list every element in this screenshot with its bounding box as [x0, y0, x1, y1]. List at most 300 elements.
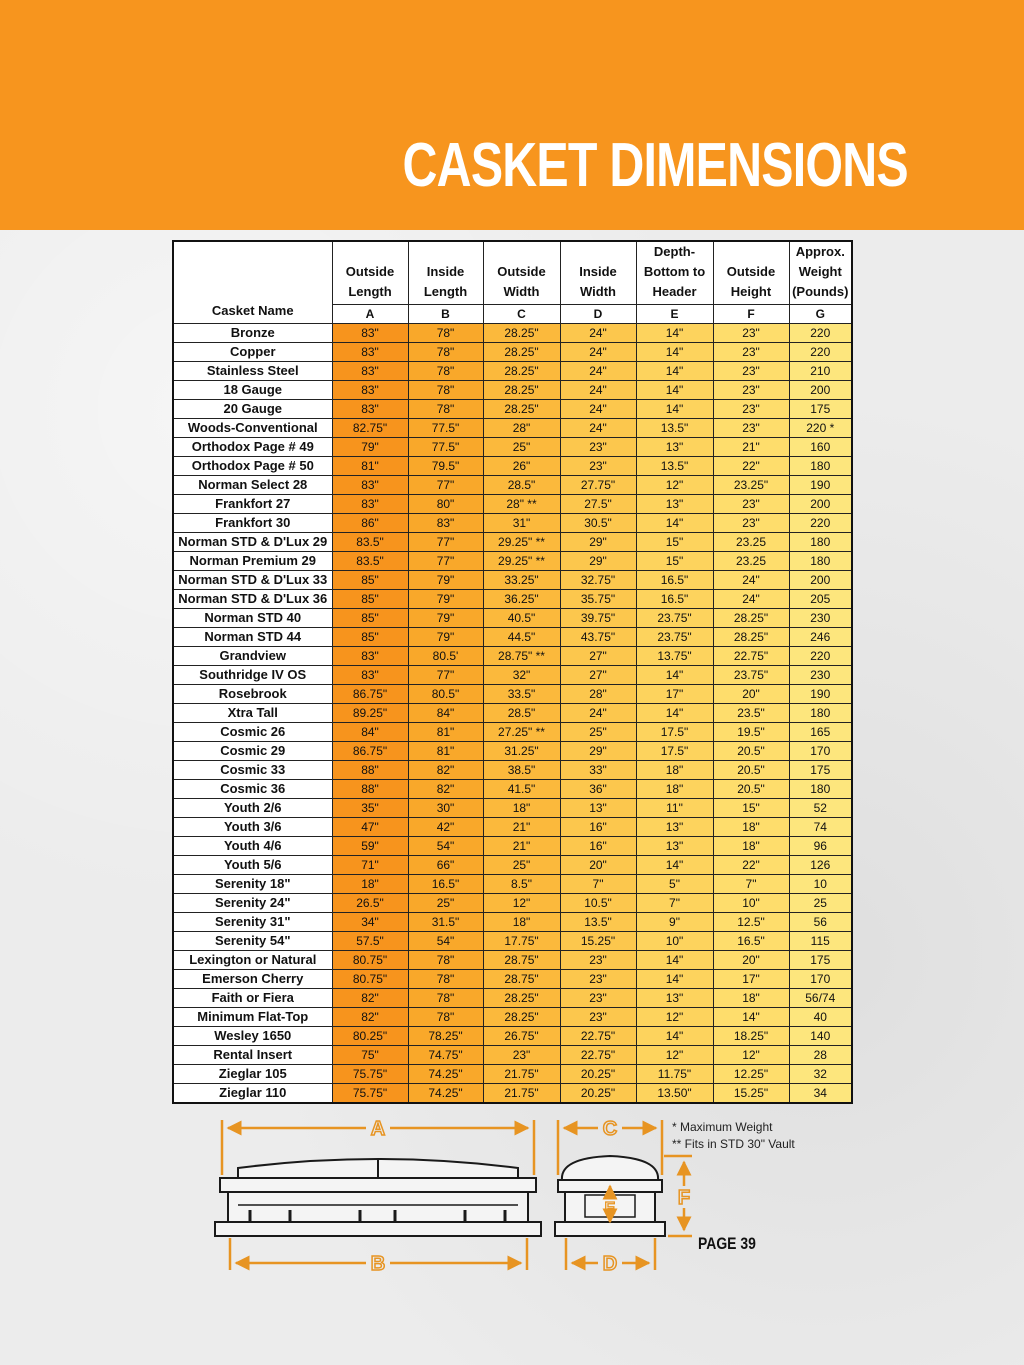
- casket-name-cell: Serenity 31": [173, 913, 332, 932]
- column-header: Casket Name: [173, 241, 332, 324]
- dimension-cell: 28.25": [483, 989, 560, 1008]
- dimension-cell: 89.25": [332, 704, 408, 723]
- column-header: Outside Width: [483, 241, 560, 305]
- dimension-cell: 23.25: [713, 552, 789, 571]
- dimension-cell: 28.75": [483, 970, 560, 989]
- dimension-cell: 9": [636, 913, 713, 932]
- casket-name-cell: Youth 2/6: [173, 799, 332, 818]
- dimension-cell: 83": [332, 647, 408, 666]
- dimension-cell: 15": [636, 533, 713, 552]
- dimension-cell: 23.25": [713, 476, 789, 495]
- dimension-cell: 23": [483, 1046, 560, 1065]
- dimension-cell: 23.75": [636, 628, 713, 647]
- dimension-cell: 21.75": [483, 1084, 560, 1104]
- dimension-cell: 34": [332, 913, 408, 932]
- dimension-cell: 83": [332, 666, 408, 685]
- dimension-cell: 77": [408, 552, 483, 571]
- dimension-cell: 20.25": [560, 1065, 636, 1084]
- dimension-cell: 44.5": [483, 628, 560, 647]
- dimension-cell: 23": [713, 514, 789, 533]
- dimension-cell: 85": [332, 628, 408, 647]
- dimension-cell: 10: [789, 875, 852, 894]
- casket-name-cell: Cosmic 29: [173, 742, 332, 761]
- dimension-cell: 28.25": [483, 381, 560, 400]
- dimension-cell: 20.5": [713, 761, 789, 780]
- casket-name-cell: Southridge IV OS: [173, 666, 332, 685]
- dimension-cell: 82": [332, 989, 408, 1008]
- dimension-cell: 22.75": [713, 647, 789, 666]
- casket-name-cell: Woods-Conventional: [173, 419, 332, 438]
- dimension-cell: 17": [636, 685, 713, 704]
- casket-name-cell: Cosmic 26: [173, 723, 332, 742]
- label-f: F: [677, 1187, 691, 1209]
- dimension-cell: 88": [332, 780, 408, 799]
- column-header: Outside Length: [332, 241, 408, 305]
- dimension-cell: 24": [560, 704, 636, 723]
- dimension-cell: 12": [636, 476, 713, 495]
- dimension-cell: 23": [713, 400, 789, 419]
- dimension-cell: 38.5": [483, 761, 560, 780]
- dimension-cell: 29": [560, 742, 636, 761]
- dimension-cell: 28.75" **: [483, 647, 560, 666]
- dimension-cell: 18": [483, 913, 560, 932]
- dimension-cell: 20": [560, 856, 636, 875]
- dimension-cell: 20.5": [713, 742, 789, 761]
- dimension-cell: 200: [789, 571, 852, 590]
- dimension-cell: 29": [560, 533, 636, 552]
- label-d: D: [602, 1253, 618, 1275]
- dimension-cell: 13.50": [636, 1084, 713, 1104]
- dimension-cell: 28.25": [483, 343, 560, 362]
- dimension-cell: 77": [408, 533, 483, 552]
- dimension-cell: 25": [408, 894, 483, 913]
- dimension-cell: 7": [636, 894, 713, 913]
- column-letter: B: [408, 305, 483, 324]
- casket-name-cell: Lexington or Natural: [173, 951, 332, 970]
- dimension-cell: 220: [789, 343, 852, 362]
- dimension-cell: 14": [636, 666, 713, 685]
- dimension-cell: 23": [713, 381, 789, 400]
- dimension-cell: 220: [789, 324, 852, 343]
- casket-name-cell: 20 Gauge: [173, 400, 332, 419]
- footnotes: [672, 1119, 795, 1153]
- casket-name-cell: 18 Gauge: [173, 381, 332, 400]
- dimension-cell: 23": [560, 438, 636, 457]
- dimension-cell: 22": [713, 457, 789, 476]
- dimension-cell: 83": [332, 495, 408, 514]
- dimension-cell: 11.75": [636, 1065, 713, 1084]
- dimension-cell: 13": [636, 837, 713, 856]
- dimension-cell: 78": [408, 324, 483, 343]
- dimension-cell: 16": [560, 837, 636, 856]
- dimension-cell: 18": [713, 989, 789, 1008]
- page-title: CASKET DIMENSIONS: [402, 131, 908, 200]
- dimension-cell: 20": [713, 951, 789, 970]
- dimension-cell: 78": [408, 400, 483, 419]
- dimension-cell: 21": [483, 837, 560, 856]
- column-letter: F: [713, 305, 789, 324]
- dimension-cell: 160: [789, 438, 852, 457]
- dimension-cell: 81": [332, 457, 408, 476]
- note-fits-vault: ** Fits in STD 30" Vault: [672, 1137, 795, 1151]
- dimension-cell: 18": [713, 837, 789, 856]
- dimension-cell: 75.75": [332, 1065, 408, 1084]
- casket-name-cell: Norman STD & D'Lux 33: [173, 571, 332, 590]
- casket-name-cell: Orthodox Page # 49: [173, 438, 332, 457]
- dimension-cell: 77.5": [408, 419, 483, 438]
- dimension-cell: 78": [408, 951, 483, 970]
- dimension-cell: 24": [560, 419, 636, 438]
- casket-name-cell: Orthodox Page # 50: [173, 457, 332, 476]
- dimension-cell: 23": [713, 343, 789, 362]
- dimension-cell: 78.25": [408, 1027, 483, 1046]
- dimension-cell: 205: [789, 590, 852, 609]
- dimension-cell: 29.25" **: [483, 552, 560, 571]
- dimension-cell: 13.5": [560, 913, 636, 932]
- dimension-cell: 23": [713, 495, 789, 514]
- casket-name-cell: Serenity 24": [173, 894, 332, 913]
- dimension-cell: 27.5": [560, 495, 636, 514]
- dimension-cell: 82.75": [332, 419, 408, 438]
- casket-name-cell: Faith or Fiera: [173, 989, 332, 1008]
- dimension-cell: 17.5": [636, 742, 713, 761]
- dimension-cell: 74.25": [408, 1084, 483, 1104]
- dimension-cell: 10.5": [560, 894, 636, 913]
- dimension-cell: 40: [789, 1008, 852, 1027]
- column-header: Depth- Bottom to Header: [636, 241, 713, 305]
- column-header: Inside Width: [560, 241, 636, 305]
- dimension-cell: 11": [636, 799, 713, 818]
- dimension-cell: 20.5": [713, 780, 789, 799]
- dimension-cell: 15.25": [560, 932, 636, 951]
- dimension-cell: 78": [408, 1008, 483, 1027]
- dimension-cell: 16.5": [713, 932, 789, 951]
- dimension-cell: 13": [636, 438, 713, 457]
- note-max-weight: * Maximum Weight: [672, 1120, 773, 1134]
- dimension-cell: 210: [789, 362, 852, 381]
- dimension-cell: 16.5": [408, 875, 483, 894]
- dimension-cell: 31.25": [483, 742, 560, 761]
- dimension-cell: 14": [636, 343, 713, 362]
- dimension-cell: 78": [408, 343, 483, 362]
- dimension-cell: 14": [636, 362, 713, 381]
- dimension-cell: 21": [713, 438, 789, 457]
- dimension-cell: 31.5": [408, 913, 483, 932]
- dimension-cell: 17": [713, 970, 789, 989]
- dimension-cell: 16.5": [636, 590, 713, 609]
- dimension-cell: 10": [636, 932, 713, 951]
- dimension-cell: 23.75": [713, 666, 789, 685]
- dimension-cell: 32: [789, 1065, 852, 1084]
- casket-name-cell: Cosmic 36: [173, 780, 332, 799]
- dimension-cell: 80.75": [332, 970, 408, 989]
- casket-name-cell: Norman STD & D'Lux 36: [173, 590, 332, 609]
- dimension-cell: 31": [483, 514, 560, 533]
- casket-name-cell: Xtra Tall: [173, 704, 332, 723]
- dimension-cell: 28.25": [713, 609, 789, 628]
- dimension-cell: 28.25": [713, 628, 789, 647]
- dimension-cell: 14": [636, 1027, 713, 1046]
- dimension-cell: 28": [483, 419, 560, 438]
- dimension-cell: 230: [789, 609, 852, 628]
- casket-name-cell: Norman STD & D'Lux 29: [173, 533, 332, 552]
- dimension-cell: 79": [332, 438, 408, 457]
- casket-name-cell: Wesley 1650: [173, 1027, 332, 1046]
- dimension-cell: 25": [483, 856, 560, 875]
- column-letter: G: [789, 305, 852, 324]
- dimension-cell: 175: [789, 400, 852, 419]
- dimension-cell: 80": [408, 495, 483, 514]
- dimension-cell: 18": [332, 875, 408, 894]
- dimension-cell: 12": [713, 1046, 789, 1065]
- dimension-cell: 86": [332, 514, 408, 533]
- dimension-cell: 79": [408, 571, 483, 590]
- casket-name-cell: Frankfort 27: [173, 495, 332, 514]
- dimension-cell: 30": [408, 799, 483, 818]
- page-number: PAGE 39: [698, 1234, 756, 1253]
- casket-name-cell: Norman STD 44: [173, 628, 332, 647]
- dimension-cell: 39.75": [560, 609, 636, 628]
- dimension-cell: 28: [789, 1046, 852, 1065]
- dimension-cell: 7": [560, 875, 636, 894]
- dimension-cell: 27": [560, 647, 636, 666]
- dimension-cell: 5": [636, 875, 713, 894]
- column-letter: E: [636, 305, 713, 324]
- dimension-cell: 57.5": [332, 932, 408, 951]
- dimension-cell: 85": [332, 571, 408, 590]
- dimension-cell: 86.75": [332, 685, 408, 704]
- dimension-cell: 82": [408, 761, 483, 780]
- dimension-cell: 28.25": [483, 400, 560, 419]
- dimension-cell: 19.5": [713, 723, 789, 742]
- dimension-cell: 23": [560, 951, 636, 970]
- dimension-cell: 17.75": [483, 932, 560, 951]
- dimension-cell: 24": [560, 324, 636, 343]
- dimension-cell: 22.75": [560, 1027, 636, 1046]
- dimension-cell: 13": [560, 799, 636, 818]
- dimension-cell: 28.5": [483, 704, 560, 723]
- dimension-cell: 16.5": [636, 571, 713, 590]
- dimension-cell: 40.5": [483, 609, 560, 628]
- dimension-cell: 83": [332, 381, 408, 400]
- dimension-cell: 23": [713, 419, 789, 438]
- dimension-cell: 83": [332, 324, 408, 343]
- column-header: Inside Length: [408, 241, 483, 305]
- casket-name-cell: Rosebrook: [173, 685, 332, 704]
- dimension-cell: 13": [636, 495, 713, 514]
- casket-name-cell: Emerson Cherry: [173, 970, 332, 989]
- dimension-cell: 16": [560, 818, 636, 837]
- casket-name-cell: Youth 5/6: [173, 856, 332, 875]
- dimension-cell: 20.25": [560, 1084, 636, 1104]
- dimension-cell: 32.75": [560, 571, 636, 590]
- casket-name-cell: Serenity 18": [173, 875, 332, 894]
- dimension-cell: 47": [332, 818, 408, 837]
- casket-name-cell: Copper: [173, 343, 332, 362]
- dimension-cell: 33.5": [483, 685, 560, 704]
- dimension-cell: 24": [713, 571, 789, 590]
- dimension-cell: 220: [789, 514, 852, 533]
- dimension-cell: 84": [408, 704, 483, 723]
- label-a: A: [370, 1118, 386, 1140]
- dimension-cell: 23": [560, 1008, 636, 1027]
- dimension-cell: 83": [332, 343, 408, 362]
- dimension-cell: 28.25": [483, 324, 560, 343]
- dimension-cell: 14": [636, 704, 713, 723]
- dimension-cell: 14": [636, 381, 713, 400]
- dimension-cell: 56/74: [789, 989, 852, 1008]
- dimension-cell: 200: [789, 381, 852, 400]
- dimension-cell: 27.25" **: [483, 723, 560, 742]
- dimension-cell: 81": [408, 723, 483, 742]
- dimension-cell: 28": [560, 685, 636, 704]
- dimension-cell: 25: [789, 894, 852, 913]
- casket-name-cell: Norman Premium 29: [173, 552, 332, 571]
- dimension-cell: 23": [713, 362, 789, 381]
- dimension-cell: 74.75": [408, 1046, 483, 1065]
- dimension-cell: 24": [713, 590, 789, 609]
- dimension-cell: 21.75": [483, 1065, 560, 1084]
- dimension-cell: 23": [560, 457, 636, 476]
- casket-name-cell: Norman Select 28: [173, 476, 332, 495]
- dimension-cell: 220 *: [789, 419, 852, 438]
- dimension-cell: 28.75": [483, 951, 560, 970]
- dimension-cell: 77": [408, 476, 483, 495]
- dimension-cell: 175: [789, 761, 852, 780]
- dimension-cell: 35": [332, 799, 408, 818]
- dimension-cell: 34: [789, 1084, 852, 1104]
- dimension-cell: 15": [636, 552, 713, 571]
- dimension-cell: 10": [713, 894, 789, 913]
- dimension-cell: 83.5": [332, 533, 408, 552]
- casket-name-cell: Youth 4/6: [173, 837, 332, 856]
- dimension-cell: 83.5": [332, 552, 408, 571]
- dimension-cell: 54": [408, 932, 483, 951]
- dimension-cell: 14": [636, 951, 713, 970]
- column-header: Outside Height: [713, 241, 789, 305]
- dimension-cell: 74: [789, 818, 852, 837]
- dimension-cell: 18": [636, 780, 713, 799]
- dimension-cell: 190: [789, 685, 852, 704]
- dimension-cell: 85": [332, 590, 408, 609]
- casket-name-cell: Grandview: [173, 647, 332, 666]
- dimension-cell: 29.25" **: [483, 533, 560, 552]
- dimension-cell: 26": [483, 457, 560, 476]
- dimension-cell: 80.75": [332, 951, 408, 970]
- dimension-cell: 14": [636, 324, 713, 343]
- dimension-cell: 79.5": [408, 457, 483, 476]
- dimension-cell: 13.5": [636, 419, 713, 438]
- dimension-cell: 140: [789, 1027, 852, 1046]
- dimension-cell: 13": [636, 818, 713, 837]
- dimension-cell: 28.25": [483, 1008, 560, 1027]
- dimension-cell: 14": [636, 400, 713, 419]
- dimension-cell: 41.5": [483, 780, 560, 799]
- dimension-cell: 18": [636, 761, 713, 780]
- dimension-cell: 96: [789, 837, 852, 856]
- dimension-cell: 59": [332, 837, 408, 856]
- dimension-cell: 12": [636, 1008, 713, 1027]
- column-letter: C: [483, 305, 560, 324]
- dimension-cell: 20": [713, 685, 789, 704]
- casket-name-cell: Zieglar 110: [173, 1084, 332, 1104]
- dimension-cell: 33": [560, 761, 636, 780]
- dimension-cell: 78": [408, 362, 483, 381]
- label-c: C: [602, 1118, 618, 1140]
- dimension-cell: 126: [789, 856, 852, 875]
- dimension-cell: 115: [789, 932, 852, 951]
- dimension-cell: 78": [408, 381, 483, 400]
- dimension-cell: 75": [332, 1046, 408, 1065]
- dimension-cell: 18": [483, 799, 560, 818]
- dimension-cell: 12": [636, 1046, 713, 1065]
- column-header: Approx. Weight (Pounds): [789, 241, 852, 305]
- dimension-cell: 7": [713, 875, 789, 894]
- dimension-cell: 15": [713, 799, 789, 818]
- dimension-cell: 175: [789, 951, 852, 970]
- dimension-cell: 23": [560, 970, 636, 989]
- dimension-cell: 14": [636, 856, 713, 875]
- dimension-cell: 180: [789, 552, 852, 571]
- dimension-cell: 23.75": [636, 609, 713, 628]
- dimension-cell: 25": [560, 723, 636, 742]
- dimension-cell: 23.5": [713, 704, 789, 723]
- dimension-cell: 24": [560, 362, 636, 381]
- casket-name-cell: Bronze: [173, 324, 332, 343]
- dimension-cell: 24": [560, 343, 636, 362]
- label-e: E: [604, 1200, 616, 1217]
- column-letter: D: [560, 305, 636, 324]
- dimension-cell: 15.25": [713, 1084, 789, 1104]
- dimension-cell: 220: [789, 647, 852, 666]
- dimension-cell: 35.75": [560, 590, 636, 609]
- dimension-cell: 74.25": [408, 1065, 483, 1084]
- dimension-cell: 30.5": [560, 514, 636, 533]
- dimension-cell: 230: [789, 666, 852, 685]
- dimension-cell: 12": [483, 894, 560, 913]
- dimension-cell: 14": [636, 970, 713, 989]
- dimension-cell: 13.75": [636, 647, 713, 666]
- dimension-cell: 82": [408, 780, 483, 799]
- dimension-cell: 80.5": [408, 685, 483, 704]
- dimension-cell: 23": [560, 989, 636, 1008]
- dimension-cell: 26.5": [332, 894, 408, 913]
- dimension-cell: 28.5": [483, 476, 560, 495]
- dimension-cell: 77.5": [408, 438, 483, 457]
- dimension-cell: 66": [408, 856, 483, 875]
- dimension-cell: 71": [332, 856, 408, 875]
- dimension-cell: 82": [332, 1008, 408, 1027]
- dimension-cell: 21": [483, 818, 560, 837]
- dimension-cell: 42": [408, 818, 483, 837]
- dimension-cell: 83": [332, 362, 408, 381]
- casket-name-cell: Cosmic 33: [173, 761, 332, 780]
- dimension-cell: 86.75": [332, 742, 408, 761]
- dimension-cell: 23.25: [713, 533, 789, 552]
- dimension-cell: 81": [408, 742, 483, 761]
- dimension-cell: 18.25": [713, 1027, 789, 1046]
- dimension-cell: 79": [408, 609, 483, 628]
- casket-name-cell: Zieglar 105: [173, 1065, 332, 1084]
- casket-name-cell: Serenity 54": [173, 932, 332, 951]
- dimension-cell: 13": [636, 989, 713, 1008]
- dimension-cell: 200: [789, 495, 852, 514]
- dimension-cell: 180: [789, 533, 852, 552]
- dimension-cell: 43.75": [560, 628, 636, 647]
- dimension-cell: 14": [713, 1008, 789, 1027]
- dimension-cell: 32": [483, 666, 560, 685]
- dimension-cell: 56: [789, 913, 852, 932]
